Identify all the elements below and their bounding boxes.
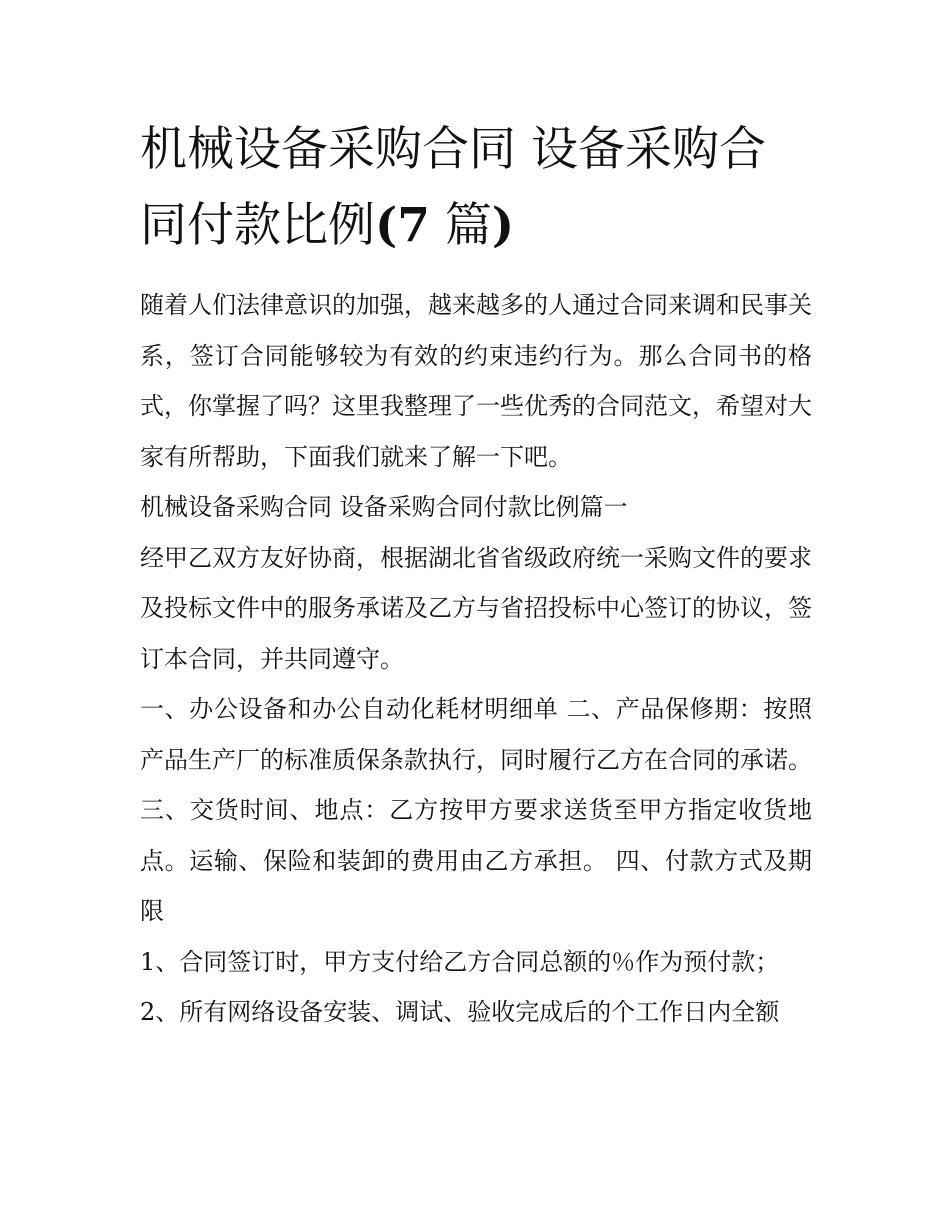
payment-item: 1、合同签订时，甲方支付给乙方合同总额的％作为预付款；	[140, 947, 780, 976]
clause-paragraph: 三、交货时间、地点：乙方按甲方要求送货至甲方指定收货地点。运输、保险和装卸的费用由乙方承担。 四、付款方式及期限	[140, 796, 812, 925]
title-count-unit: 篇	[429, 198, 492, 253]
clause-paragraph: 一、办公设备和办公自动化耗材明细单 二、产品保修期：按照产品生产厂的标准质保条款执行，同时履行乙方在合同的承诺。	[140, 695, 812, 774]
section-heading: 机械设备采购合同 设备采购合同付款比例篇一	[140, 493, 628, 521]
title-text: 机械设备采购合同 设备采购合同付款比例	[140, 122, 766, 253]
body-paragraph: 经甲乙双方友好协商，根据湖北省省级政府统一采购文件的要求及投标文件中的服务承诺及乙方与省招投标中心签订的协议，签订本合同，并共同遵守。	[140, 543, 812, 673]
title-count-open: (7	[375, 198, 430, 253]
document-title	[140, 112, 812, 264]
payment-item: 2、所有网络设备安装、调试、验收完成后的个工作日内全额	[140, 998, 780, 1026]
title-count-close: )	[491, 198, 515, 253]
document-body	[140, 112, 812, 1038]
intro-paragraph: 随着人们法律意识的加强，越来越多的人通过合同来调和民事关系，签订合同能够较为有效的约束违约行为。那么合同书的格式，你掌握了吗？这里我整理了一些优秀的合同范文，希望对大家有所帮助，下面我们就来了解一下吧。	[140, 291, 812, 471]
